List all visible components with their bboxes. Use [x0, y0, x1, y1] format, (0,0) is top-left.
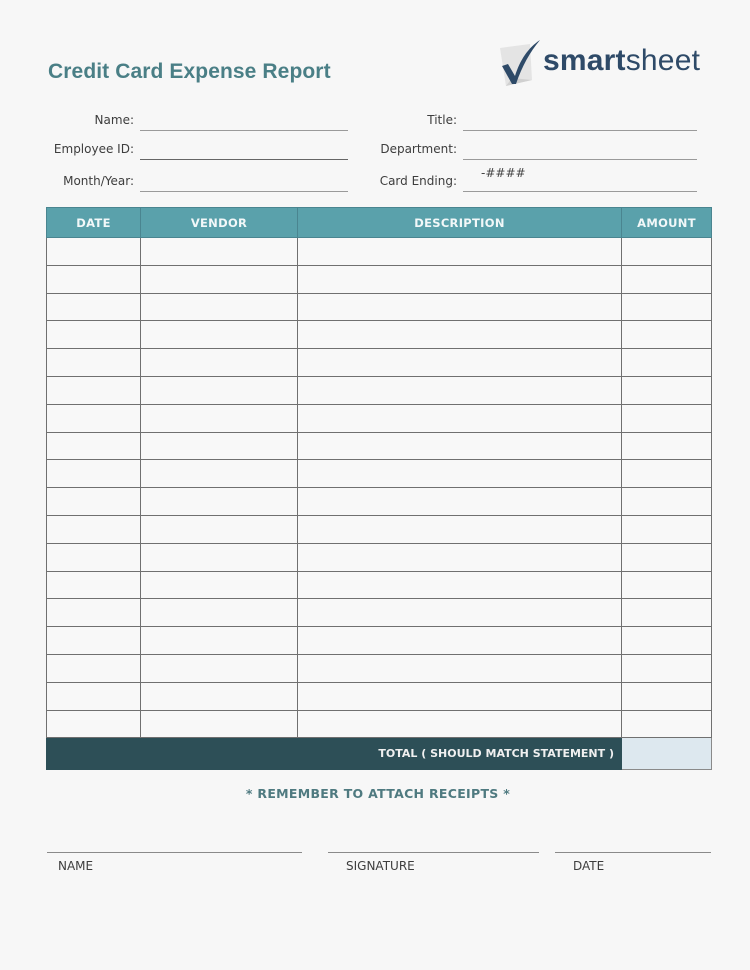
table-row: [47, 488, 712, 516]
checkmark-icon: [496, 40, 540, 88]
amount-cell[interactable]: [622, 515, 712, 543]
vendor-cell[interactable]: [141, 515, 298, 543]
date-cell[interactable]: [47, 682, 141, 710]
amount-cell[interactable]: [622, 543, 712, 571]
description-cell[interactable]: [298, 432, 622, 460]
amount-cell[interactable]: [622, 460, 712, 488]
date-cell[interactable]: [47, 571, 141, 599]
description-cell[interactable]: [298, 376, 622, 404]
table-row: [47, 654, 712, 682]
department-field[interactable]: [380, 140, 697, 160]
date-cell[interactable]: [47, 599, 141, 627]
date-cell[interactable]: [47, 349, 141, 377]
amount-cell[interactable]: [622, 265, 712, 293]
date-cell[interactable]: [47, 488, 141, 516]
table-body: [47, 238, 712, 738]
date-cell[interactable]: [47, 515, 141, 543]
department-underline: [463, 159, 697, 160]
card-ending-underline: [463, 191, 697, 192]
name-label: Name:: [94, 113, 134, 127]
title-underline: [463, 130, 697, 131]
date-signature-line[interactable]: [555, 852, 711, 853]
table-row: [47, 321, 712, 349]
vendor-cell[interactable]: [141, 238, 298, 266]
total-amount-cell[interactable]: [622, 738, 712, 770]
smartsheet-logo: [496, 38, 736, 94]
amount-cell[interactable]: [622, 682, 712, 710]
vendor-cell[interactable]: [141, 682, 298, 710]
card-ending-field[interactable]: [379, 166, 697, 192]
department-label: Department:: [380, 142, 457, 156]
month-year-label: Month/Year:: [63, 174, 134, 188]
date-cell[interactable]: [47, 710, 141, 738]
description-cell[interactable]: [298, 654, 622, 682]
vendor-cell[interactable]: [141, 627, 298, 655]
table-row: [47, 543, 712, 571]
signature-line[interactable]: [328, 852, 539, 853]
table-row: [47, 404, 712, 432]
vendor-cell[interactable]: [141, 432, 298, 460]
amount-cell[interactable]: [622, 432, 712, 460]
total-row: [47, 738, 712, 770]
description-cell[interactable]: [298, 543, 622, 571]
title-field[interactable]: [427, 111, 697, 131]
table-row: [47, 627, 712, 655]
amount-cell[interactable]: [622, 599, 712, 627]
date-cell[interactable]: [47, 265, 141, 293]
column-header-amount: AMOUNT: [622, 208, 712, 238]
page-title: Credit Card Expense Report: [48, 60, 331, 83]
vendor-cell[interactable]: [141, 543, 298, 571]
date-cell[interactable]: [47, 654, 141, 682]
logo-text-bold: smart: [543, 44, 626, 77]
month-year-underline: [140, 191, 348, 192]
table-row: [47, 265, 712, 293]
date-cell[interactable]: [47, 404, 141, 432]
amount-cell[interactable]: [622, 349, 712, 377]
description-cell[interactable]: [298, 571, 622, 599]
date-cell[interactable]: [47, 543, 141, 571]
description-cell[interactable]: [298, 488, 622, 516]
description-cell[interactable]: [298, 293, 622, 321]
date-cell[interactable]: [47, 376, 141, 404]
card-ending-value: -####: [481, 166, 526, 180]
logo-text: [543, 44, 700, 78]
description-cell[interactable]: [298, 710, 622, 738]
vendor-cell[interactable]: [141, 404, 298, 432]
employee-id-label: Employee ID:: [53, 142, 134, 156]
vendor-cell[interactable]: [141, 376, 298, 404]
vendor-cell[interactable]: [141, 571, 298, 599]
title-label: Title:: [427, 113, 457, 127]
description-cell[interactable]: [298, 460, 622, 488]
amount-cell[interactable]: [622, 404, 712, 432]
table-row: [47, 460, 712, 488]
vendor-cell[interactable]: [141, 488, 298, 516]
amount-cell[interactable]: [622, 293, 712, 321]
column-header-vendor: VENDOR: [141, 208, 298, 238]
total-label: TOTAL ( SHOULD MATCH STATEMENT ): [47, 738, 622, 770]
table-row: [47, 293, 712, 321]
table-header-row: [47, 208, 712, 238]
amount-cell[interactable]: [622, 571, 712, 599]
column-header-description: DESCRIPTION: [298, 208, 622, 238]
date-cell[interactable]: [47, 460, 141, 488]
description-cell[interactable]: [298, 627, 622, 655]
name-field[interactable]: [94, 111, 348, 131]
table-row: [47, 349, 712, 377]
amount-cell[interactable]: [622, 238, 712, 266]
vendor-cell[interactable]: [141, 710, 298, 738]
vendor-cell[interactable]: [141, 321, 298, 349]
table-row: [47, 238, 712, 266]
employee-id-underline: [140, 159, 348, 160]
vendor-cell[interactable]: [141, 265, 298, 293]
table-row: [47, 432, 712, 460]
amount-cell[interactable]: [622, 321, 712, 349]
reminder-note: * REMEMBER TO ATTACH RECEIPTS *: [245, 786, 511, 801]
date-cell[interactable]: [47, 293, 141, 321]
description-cell[interactable]: [298, 265, 622, 293]
month-year-field[interactable]: [63, 172, 348, 192]
vendor-cell[interactable]: [141, 349, 298, 377]
vendor-cell[interactable]: [141, 599, 298, 627]
logo-text-regular: sheet: [625, 44, 701, 77]
vendor-cell[interactable]: [141, 460, 298, 488]
date-cell[interactable]: [47, 627, 141, 655]
table-row: [47, 376, 712, 404]
date-cell[interactable]: [47, 432, 141, 460]
table-row: [47, 571, 712, 599]
vendor-cell[interactable]: [141, 293, 298, 321]
column-header-date: DATE: [47, 208, 141, 238]
amount-cell[interactable]: [622, 654, 712, 682]
name-underline: [140, 130, 348, 131]
expense-table: [46, 207, 712, 770]
description-cell[interactable]: [298, 404, 622, 432]
description-cell[interactable]: [298, 321, 622, 349]
amount-cell[interactable]: [622, 627, 712, 655]
signature-label: SIGNATURE: [346, 859, 415, 873]
table-row: [47, 710, 712, 738]
description-cell[interactable]: [298, 238, 622, 266]
description-cell[interactable]: [298, 682, 622, 710]
name-signature-label: NAME: [58, 859, 94, 873]
amount-cell[interactable]: [622, 710, 712, 738]
description-cell[interactable]: [298, 599, 622, 627]
description-cell[interactable]: [298, 349, 622, 377]
amount-cell[interactable]: [622, 488, 712, 516]
date-cell[interactable]: [47, 238, 141, 266]
vendor-cell[interactable]: [141, 654, 298, 682]
date-signature-label: DATE: [573, 859, 605, 873]
description-cell[interactable]: [298, 515, 622, 543]
card-ending-label: Card Ending:: [379, 174, 457, 188]
employee-id-field[interactable]: [53, 140, 348, 160]
name-signature-line[interactable]: [47, 852, 302, 853]
amount-cell[interactable]: [622, 376, 712, 404]
table-row: [47, 682, 712, 710]
date-cell[interactable]: [47, 321, 141, 349]
table-row: [47, 599, 712, 627]
table-row: [47, 515, 712, 543]
